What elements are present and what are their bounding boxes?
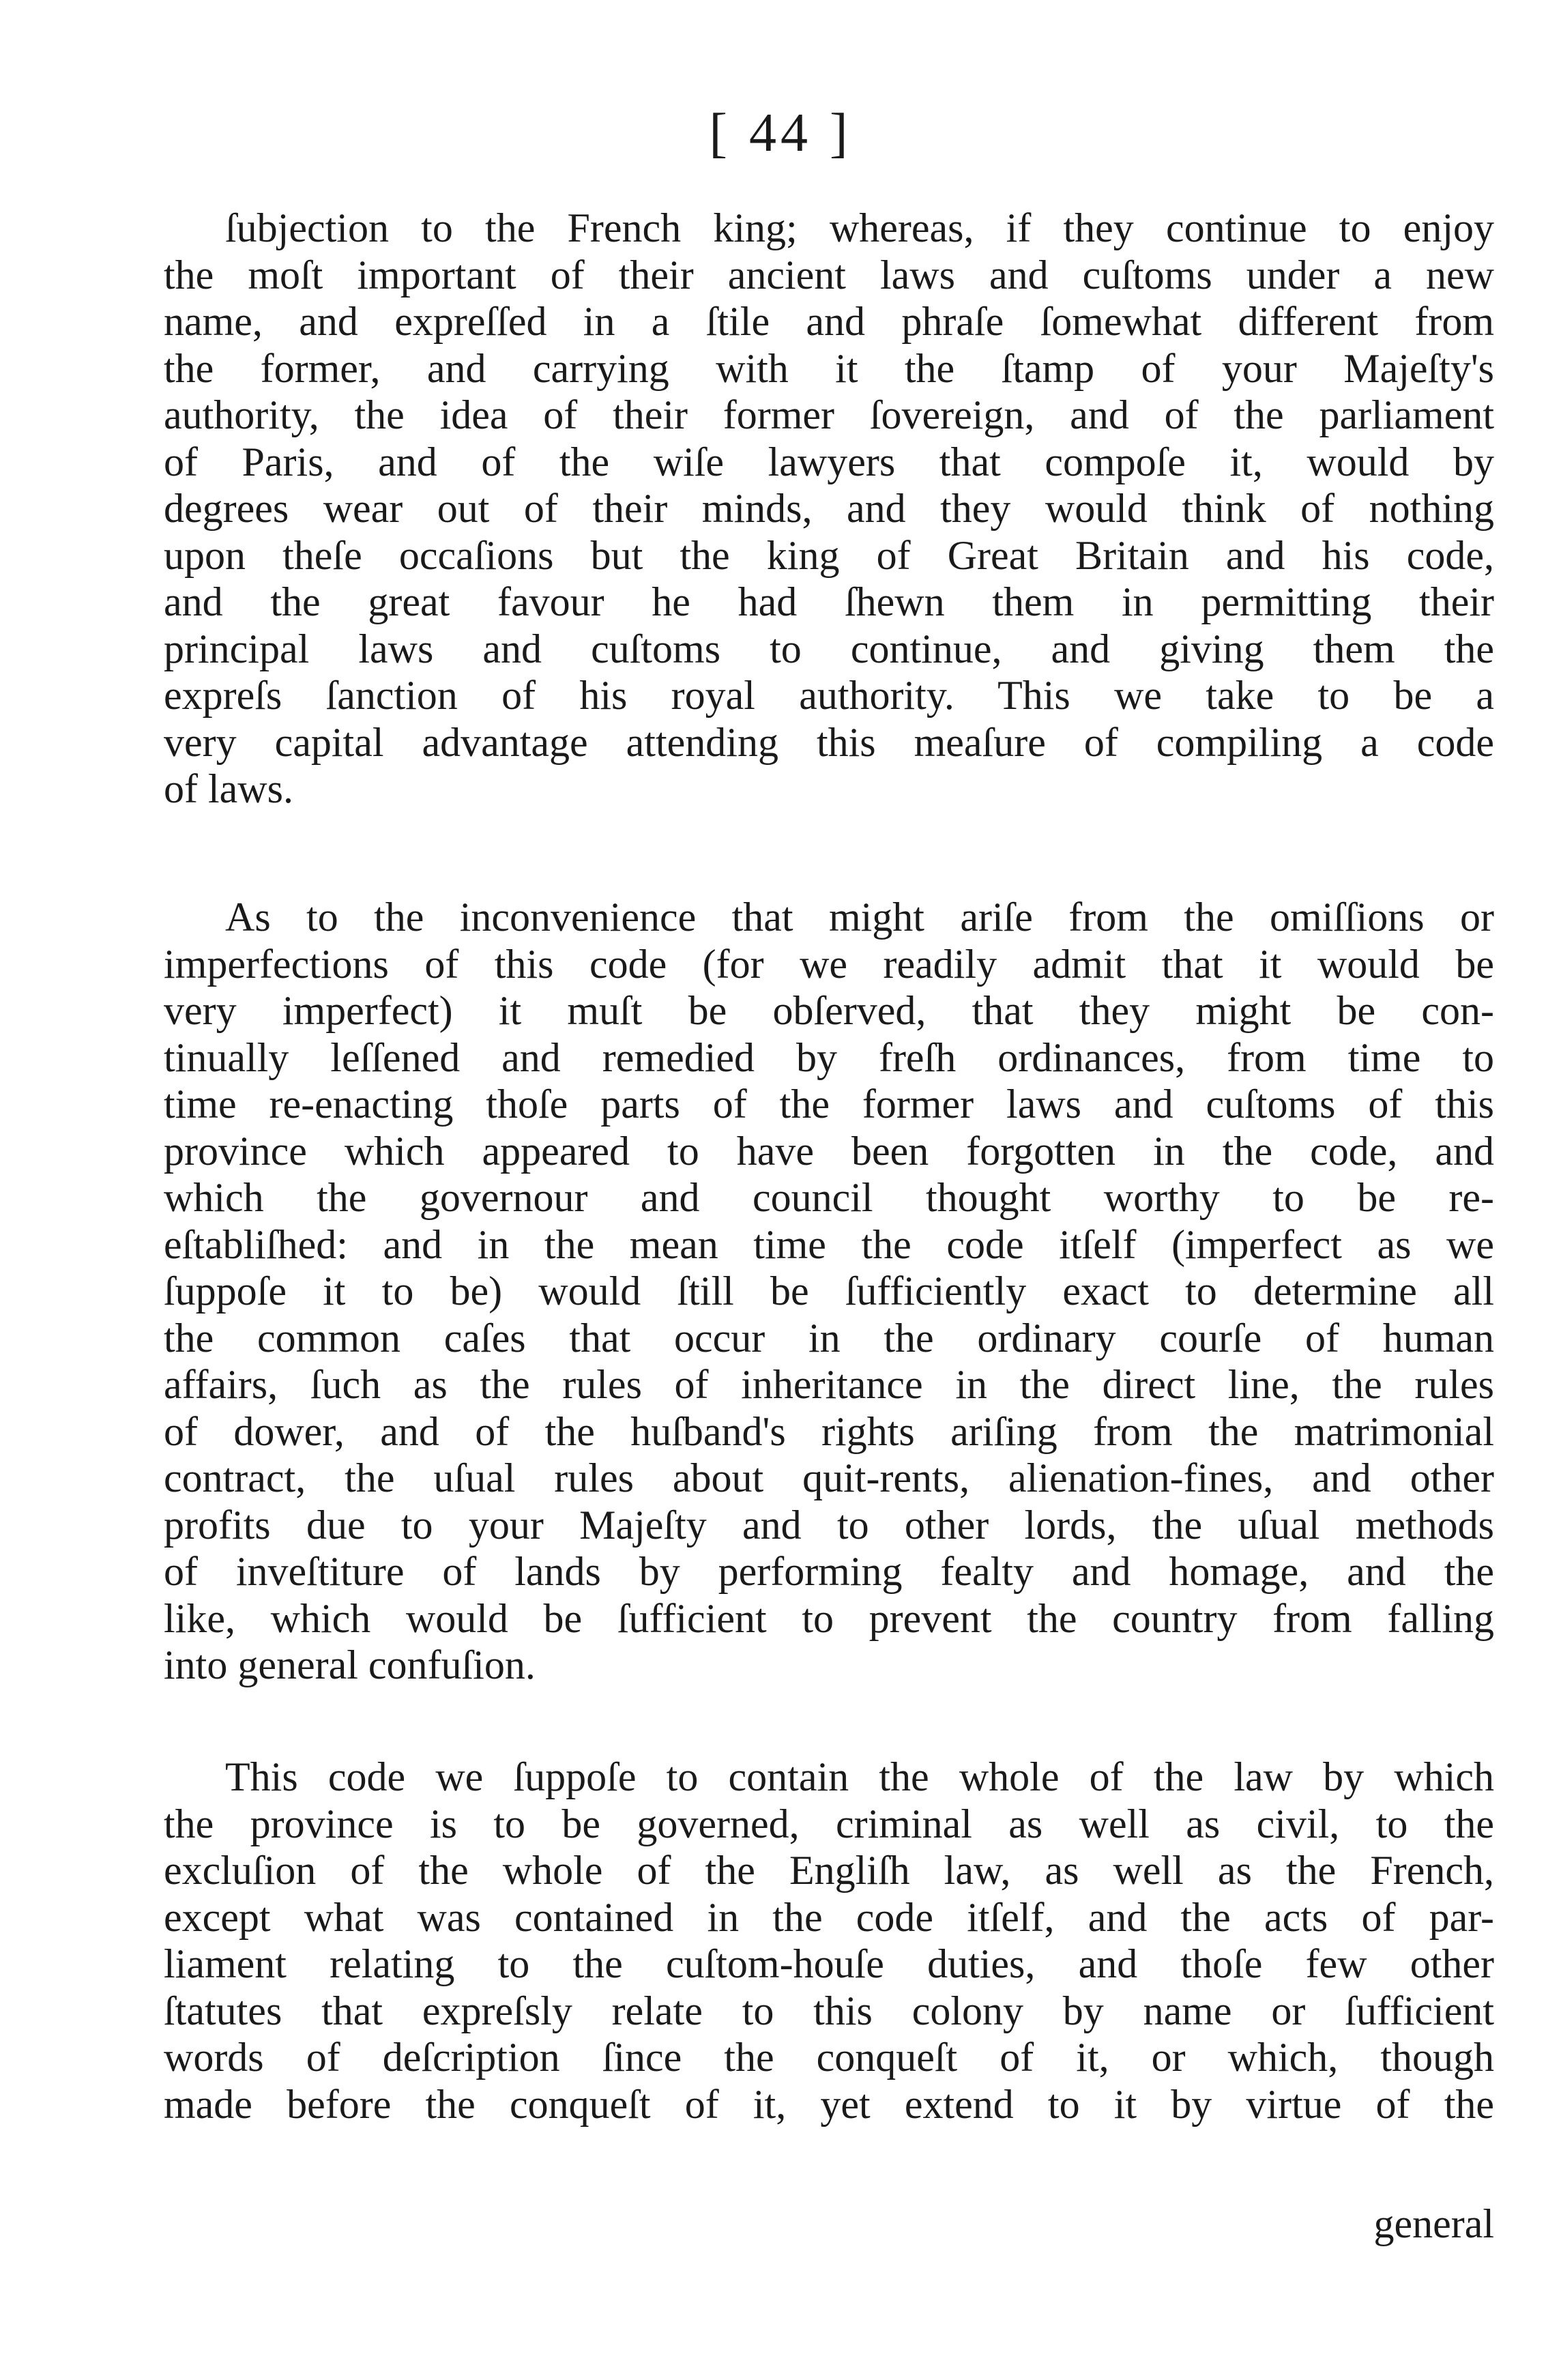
text-line: authority, the idea of their former ſovereign, and of the parliament [164,392,1494,437]
paragraph-2 [164,894,1494,1689]
paragraph-3 [164,1754,1494,2128]
page-number: [ 44 ] [709,103,852,163]
text-line: and the great favour he had ſhewn them in permitting their [164,579,1494,624]
text-line: liament relating to the cuſtom-houſe duties, and thoſe few other [164,1941,1494,1986]
text-line: the moſt important of their ancient laws and cuſtoms under a new [164,252,1494,298]
text-line: imperfections of this code (for we readily admit that it would be [164,941,1494,987]
text-line: excluſion of the whole of the Engliſh law, as well as the French, [164,1848,1494,1893]
text-line: into general confuſion. [164,1642,536,1687]
text-line: like, which would be ſufficient to prevent the country from falling [164,1595,1494,1641]
text-line: made before the conqueſt of it, yet extend to it by virtue of the [164,2081,1494,2127]
catchword: general [1373,2201,1494,2246]
text-line: province which appeared to have been forgotten in the code, and [164,1128,1494,1174]
text-line: of dower, and of the huſband's rights ariſing from the matrimonial [164,1408,1494,1454]
text-line: of laws. [164,766,293,811]
text-line: ſtatutes that expreſsly relate to this colony by name or ſufficient [164,1988,1494,2033]
text-line: ſuppoſe it to be) would ſtill be ſufficiently exact to determine all [164,1268,1494,1314]
paragraph-1 [164,205,1494,813]
text-line: time re-enacting thoſe parts of the former laws and cuſtoms of this [164,1082,1494,1127]
text-line: eſtabliſhed: and in the mean time the code itſelf (imperfect as we [164,1221,1494,1267]
text-line: very capital advantage attending this meaſure of compiling a code [164,719,1494,765]
text-line: contract, the uſual rules about quit-rents, alienation-fines, and other [164,1455,1494,1500]
text-line: words of deſcription ſince the conqueſt of it, or which, though [164,2035,1494,2080]
text-line: which the governour and council thought worthy to be re- [164,1175,1494,1220]
text-line: As to the inconvenience that might ariſe from the omiſſions or [225,895,1494,940]
text-line: the common caſes that occur in the ordinary courſe of human [164,1315,1494,1361]
text-line: tinually leſſened and remedied by freſh ordinances, from time to [164,1034,1494,1080]
text-line: principal laws and cuſtoms to continue, and giving them the [164,626,1494,671]
text-line: the province is to be governed, criminal as well as civil, to the [164,1801,1494,1846]
text-line: of inveſtiture of lands by performing fealty and homage, and the [164,1549,1494,1594]
text-line: degrees wear out of their minds, and they would think of nothing [164,486,1494,531]
text-line: expreſs ſanction of his royal authority. This we take to be a [164,673,1494,718]
text-line: the former, and carrying with it the ſtamp of your Majeſty's [164,345,1494,391]
text-line: ſubjection to the French king; whereas, if they continue to enjoy [225,205,1494,250]
text-line: very imperfect) it muſt be obſerved, that they might be con- [164,988,1494,1033]
text-line: name, and expreſſed in a ſtile and phraſe ſomewhat different from [164,299,1494,344]
text-line: This code we ſuppoſe to contain the whole of the law by which [225,1754,1494,1799]
text-line: except what was contained in the code itſelf, and the acts of par- [164,1894,1494,1940]
text-line: of Paris, and of the wiſe lawyers that compoſe it, would by [164,439,1494,484]
text-line: affairs, ſuch as the rules of inheritance in the direct line, the rules [164,1362,1494,1407]
text-line: profits due to your Majeſty and to other lords, the uſual methods [164,1502,1494,1548]
text-line: upon theſe occaſions but the king of Great Britain and his code, [164,532,1494,578]
